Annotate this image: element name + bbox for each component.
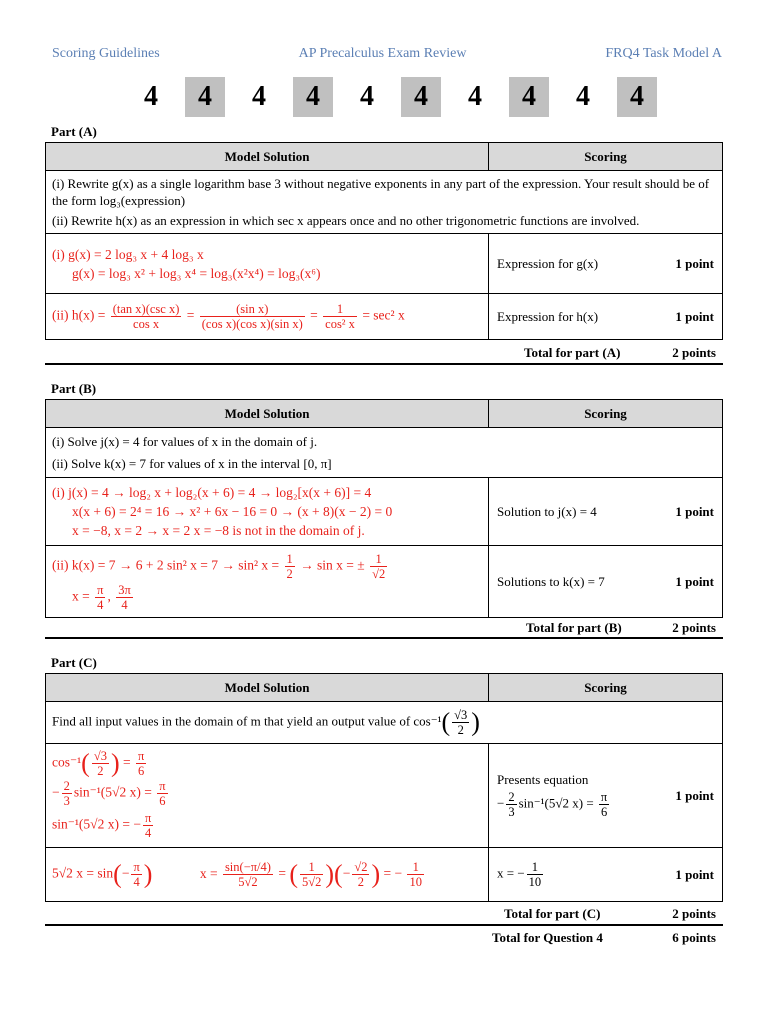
part-c-label: Part (C): [51, 655, 97, 670]
fraction: $\frac{1}{5√2}$: [301, 860, 322, 889]
total-label: Total for Question 4: [492, 930, 603, 945]
part-a-prompt: [46, 171, 723, 234]
part-b-scoring-ii: [489, 546, 723, 618]
fraction: $\frac{1}{2}$: [286, 551, 293, 581]
scoring-criterion: Solutions to k(x) = 7: [497, 573, 605, 589]
fraction: $\frac{\pi}{4}$: [97, 582, 104, 612]
solution-line: x(x + 6) = 2⁴ = 16 → x² + 6x − 16 = 0 → (x + 8)(x − 2) = 0: [72, 504, 393, 519]
header-center: AP Precalculus Exam Review: [298, 46, 467, 61]
fraction: $\frac{√3}{2}$: [454, 708, 468, 737]
page-header: [52, 46, 722, 66]
fraction: $\frac{\pi}{6}$: [600, 790, 608, 819]
solution-text: → sin x = ±: [300, 557, 365, 573]
solution-text: (ii) k(x) = 7 → 6 + 2 sin² x = 7 → sin² x =: [52, 557, 280, 573]
prompt-line: (ii) Solve k(x) = 7 for values of x in the interval [0, π]: [52, 456, 332, 471]
divider: [45, 637, 723, 639]
part-c-total: [504, 906, 716, 922]
divider: [45, 363, 723, 365]
solution-text: = sec² x: [362, 307, 405, 323]
part-b-table: [45, 399, 723, 618]
column-scoring: Scoring: [489, 400, 723, 428]
column-scoring: Scoring: [489, 143, 723, 171]
fraction: $\frac{1}{√2}$: [372, 551, 386, 581]
fraction: $\frac{\text{(sin x)}}{\text{(cos x)(cos x)(sin x)}}$: [201, 302, 303, 331]
fraction: $\frac{3\pi}{4}$: [118, 582, 131, 612]
fraction: $\frac{\sin(-\pi/4)}{5√2}$: [224, 860, 271, 889]
question-number: 4: [252, 81, 266, 112]
prompt-line: (ii) Rewrite h(x) as an expression in which sec x appears once and no other trigonometric functions are involved.: [52, 213, 640, 228]
point-value: 1 point: [675, 787, 714, 803]
part-c-table: [45, 673, 723, 902]
total-label: Total for part (A): [524, 345, 621, 360]
part-c-solution-2: 5√2 x = sin(− $\frac{\pi}{4}$ ) x = $\frac{\sin(-\pi/4)}{5√2}$ = ( $\frac{1}{5√2}$ )(− $\frac{√2}{2}$ ) = − $\frac{1}{10}$: [46, 848, 489, 902]
part-b-label: Part (B): [51, 381, 97, 396]
question-number-boxed: 4: [617, 77, 657, 117]
total-points: 6 points: [672, 930, 716, 945]
point-value: 1 point: [675, 573, 714, 589]
part-a-label: Part (A): [51, 124, 97, 139]
fraction: $\frac{√3}{2}$: [93, 748, 107, 778]
solution-line: (i) j(x) = 4 → log₂ x + log₂(x + 6) = 4 → log₂[x(x + 6)] = 4: [52, 485, 372, 500]
fraction: $\frac{\pi}{6}$: [138, 748, 145, 778]
part-b-total: [526, 620, 716, 636]
scoring-criterion: Expression for h(x): [497, 308, 599, 324]
fraction: $\frac{\pi}{4}$: [133, 860, 140, 889]
part-a-table: [45, 142, 723, 340]
divider: [45, 924, 723, 926]
part-c-prompt: Find all input values in the domain of m that yield an output value of cos⁻¹( $\frac{√3}{2}$ ): [46, 702, 723, 744]
point-value: 1 point: [675, 503, 714, 519]
part-c-solution-1: cos⁻¹( $\frac{√3}{2}$ ) = $\frac{\pi}{6}$ − $\frac{2}{3}$ sin⁻¹(5√2 x) = $\frac{\pi}{6}$ sin⁻¹(5√2 x) = − $\frac{\pi}{4}$: [46, 744, 489, 848]
fraction: $\frac{\pi}{4}$: [144, 810, 152, 840]
question-number: 4: [468, 81, 482, 112]
header-right: FRQ4 Task Model A: [605, 46, 722, 61]
total-points: 2 points: [672, 620, 716, 635]
solution-text: x =: [72, 588, 90, 604]
question-number: 4: [360, 81, 374, 112]
part-a-solution-i: [46, 234, 489, 294]
question-number-boxed: 4: [185, 77, 225, 117]
fraction: $\frac{2}{3}$: [63, 778, 70, 808]
solution-line: g(x) = log₃ x² + log₃ x⁴ = log₃(x²x⁴) = log₃(x⁶): [72, 265, 321, 281]
question-number: 4: [576, 81, 590, 112]
point-value: 1 point: [675, 866, 714, 882]
question-number-boxed: 4: [509, 77, 549, 117]
header-left: Scoring Guidelines: [52, 46, 160, 61]
total-label: Total for part (C): [504, 906, 601, 921]
question-total: [492, 930, 716, 946]
fraction: $\frac{2}{3}$: [508, 790, 515, 819]
prompt-line: Find all input values in the domain of m that yield an output value of cos⁻¹: [52, 713, 442, 729]
solution-line: x = −8, x = 2 → x = 2 x = −8 is not in the domain of j.: [72, 523, 365, 538]
column-model-solution: Model Solution: [46, 143, 489, 171]
scoring-criterion: Expression for g(x): [497, 255, 599, 271]
column-model-solution: Model Solution: [46, 400, 489, 428]
scoring-criterion: Presents equation: [497, 772, 589, 787]
fraction: $\frac{1}{10}$: [409, 860, 422, 889]
solution-text: (ii) h(x) =: [52, 307, 106, 323]
total-points: 2 points: [672, 345, 716, 360]
column-scoring: Scoring: [489, 674, 723, 702]
fraction: $\frac{1}{10}$: [528, 860, 542, 889]
total-points: 2 points: [672, 906, 716, 921]
part-c-scoring-2: [489, 848, 723, 902]
fraction: $\frac{\pi}{6}$: [159, 778, 166, 808]
question-number-boxed: 4: [293, 77, 333, 117]
solution-line: (i) g(x) = 2 log₃ x + 4 log₃ x: [52, 246, 204, 262]
solution-text: ,: [107, 588, 111, 604]
part-c-scoring-1: Presents equation − $\frac{2}{3}$ sin⁻¹(5√2 x) = $\frac{\pi}{6}$ 1 point: [489, 744, 723, 848]
point-value: 1 point: [675, 308, 714, 324]
part-b-prompt: [46, 428, 723, 478]
prompt-line: (i) Solve j(x) = 4 for values of x in the domain of j.: [52, 434, 318, 449]
fraction: $\frac{\text{(tan x)(csc x)}}{\text{cos x}}$: [112, 302, 180, 331]
part-b-solution-ii: [46, 546, 489, 618]
fraction: $\frac{√2}{2}$: [354, 860, 368, 889]
part-a-total: [524, 345, 716, 361]
question-number-banner: [124, 77, 664, 117]
total-label: Total for part (B): [526, 620, 622, 635]
question-number-boxed: 4: [401, 77, 441, 117]
scoring-criterion: x = − $\frac{1}{10}$: [497, 860, 542, 889]
part-a-solution-ii: (ii) h(x) = $\frac{\text{(tan x)(csc x)}}{\text{cos x}}$ = $\frac{\text{(sin x)}}{\text{(cos x)(cos x)(sin x)}}$ = $\frac{1}{\text{cos² x}}$ = sec² x: [46, 294, 489, 340]
part-a-scoring-ii: [489, 294, 723, 340]
column-model-solution: Model Solution: [46, 674, 489, 702]
prompt-line: (i) Rewrite g(x) as a single logarithm base 3 without negative exponents in any part of the expression. Your result should be of the form log₃(expression): [52, 176, 710, 208]
question-number: 4: [144, 81, 158, 112]
fraction: $\frac{1}{\text{cos² x}}$: [325, 302, 355, 331]
part-a-scoring-i: [489, 234, 723, 294]
point-value: 1 point: [675, 255, 714, 271]
scoring-criterion: Solution to j(x) = 4: [497, 503, 597, 519]
part-b-scoring-i: [489, 478, 723, 546]
part-b-solution-i: [46, 478, 489, 546]
